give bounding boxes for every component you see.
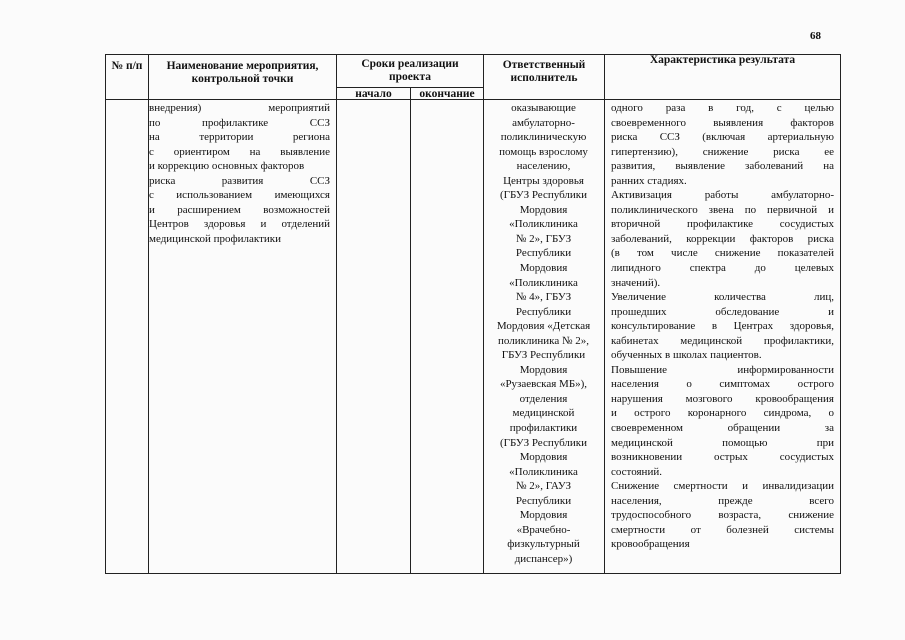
executor-line: «Поликлиника	[509, 465, 578, 478]
executor-line: Мордовия	[519, 203, 568, 216]
result-line: поликлинического звена по первичной и	[611, 203, 834, 216]
executor-line: амбулаторно-	[512, 116, 575, 129]
header-start: начало	[355, 88, 392, 100]
executor-line: Мордовия	[519, 451, 568, 464]
col-divider	[336, 54, 337, 574]
executor-line: физкультурный	[507, 538, 580, 551]
col-divider	[604, 54, 605, 574]
name-line: и расширением возможностей	[149, 203, 330, 216]
executor-line: Республики	[515, 494, 572, 507]
executor-line: (ГБУЗ Республики	[499, 436, 588, 449]
name-line: внедрения) мероприятий	[149, 102, 330, 114]
plan-table	[105, 54, 841, 574]
result-line: (в том числе снижение показателей	[611, 247, 834, 260]
name-line: Центров здоровья и отделений	[149, 218, 330, 231]
header-num: № п/п	[111, 60, 143, 72]
result-line: Увеличение количества лиц,	[611, 291, 834, 304]
executor-line: «Рузаевская МБ»),	[499, 378, 588, 391]
measure-name-text	[149, 101, 330, 246]
executor-line: диспансер»)	[514, 552, 573, 565]
result-line: возникновении острых сосудистых	[611, 451, 834, 464]
result-line: вторичной профилактике сосудистых	[611, 218, 834, 231]
result-line: обученных в школах пациентов.	[611, 349, 762, 362]
executor-line: «Поликлиника	[509, 276, 578, 289]
executor-line: помощь взрослому	[499, 145, 588, 158]
result-line: развития, выявление заболеваний на	[611, 160, 834, 173]
page-number: 68	[810, 30, 821, 42]
executor-line: Мордовия «Детская	[496, 320, 591, 333]
name-line: с ориентиром на выявление	[149, 145, 330, 158]
executor-line: Центры здоровья	[503, 174, 584, 187]
header-executor: Ответственный исполнитель	[502, 59, 586, 84]
name-line: с использованием имеющихся	[149, 189, 330, 202]
executor-line: № 2», ГАУЗ	[515, 480, 572, 493]
result-text	[611, 101, 834, 552]
result-line: кабинетах медицинской профилактики,	[611, 334, 834, 347]
name-line: и коррекцию основных факторов	[149, 160, 305, 173]
result-line: населения, прежде всего	[611, 494, 834, 507]
executor-line: поликлиника № 2»,	[498, 334, 589, 347]
result-line: липидного спектра до целевых	[611, 262, 834, 275]
result-line: нарушения мозгового кровообращения	[611, 392, 834, 405]
name-line: риска развития ССЗ	[149, 174, 330, 187]
executor-line: оказывающие	[511, 102, 576, 114]
table-bottom-border	[105, 573, 841, 574]
result-line: и острого коронарного синдрома, о	[611, 407, 834, 420]
result-line: смертности от болезней системы	[611, 523, 834, 536]
result-line: Повышение информированности	[611, 363, 834, 376]
executor-line: (ГБУЗ Республики	[499, 189, 588, 202]
name-line: по профилактике ССЗ	[149, 116, 330, 129]
executor-line: Мордовия	[519, 262, 568, 275]
result-line: трудоспособного возраста, снижение	[611, 509, 834, 522]
header-terms: Сроки реализации проекта	[361, 58, 459, 83]
result-line: значений).	[611, 276, 661, 289]
result-line: заболеваний, коррекции факторов риска	[611, 232, 834, 245]
table-right-border	[840, 54, 841, 574]
executor-line: «Врачебно-	[516, 523, 571, 536]
name-line: медицинской профилактики	[149, 232, 282, 245]
executor-line: Мордовия	[519, 363, 568, 376]
result-line: состояний.	[611, 465, 662, 478]
header-name: Наименование мероприятия, контрольной точки	[166, 60, 319, 85]
executor-line: поликлиническую	[500, 131, 587, 144]
result-line: медицинской помощью при	[611, 436, 834, 449]
executor-line: Республики	[515, 305, 572, 318]
result-line: одного раза в год, с целью	[611, 102, 834, 114]
table-left-border	[105, 54, 106, 574]
executor-line: ГБУЗ Республики	[501, 349, 586, 362]
result-line: своевременного выявления факторов	[611, 116, 834, 129]
executor-line: Мордовия	[519, 509, 568, 522]
executor-line: «Поликлиника	[509, 218, 578, 231]
executor-line: № 4», ГБУЗ	[515, 291, 572, 304]
executor-line: № 2», ГБУЗ	[515, 232, 572, 245]
header-end: окончание	[419, 88, 475, 100]
result-line: населения о симптомах острого	[611, 378, 834, 391]
name-line: на территории региона	[149, 131, 330, 144]
result-line: Снижение смертности и инвалидизации	[611, 480, 834, 493]
executor-text	[485, 101, 602, 567]
result-line: ранних стадиях.	[611, 174, 687, 187]
executor-line: населению,	[516, 160, 571, 173]
result-line: гипертензию), снижение риска ее	[611, 145, 834, 158]
result-line: риска ССЗ (включая артериальную	[611, 131, 834, 144]
executor-line: медицинской	[512, 407, 575, 420]
header-result: Характеристика результата	[649, 54, 796, 66]
result-line: консультирование в Центрах здоровья,	[611, 320, 834, 333]
executor-line: отделения	[519, 392, 568, 405]
result-line: прошедших обследование и	[611, 305, 834, 318]
col-divider	[410, 87, 411, 574]
result-line: кровообращения	[611, 538, 690, 551]
executor-line: профилактики	[509, 422, 578, 435]
col-divider	[483, 54, 484, 574]
executor-line: Республики	[515, 247, 572, 260]
result-line: Активизация работы амбулаторно-	[611, 189, 834, 202]
result-line: своевременном обращении за	[611, 422, 834, 435]
